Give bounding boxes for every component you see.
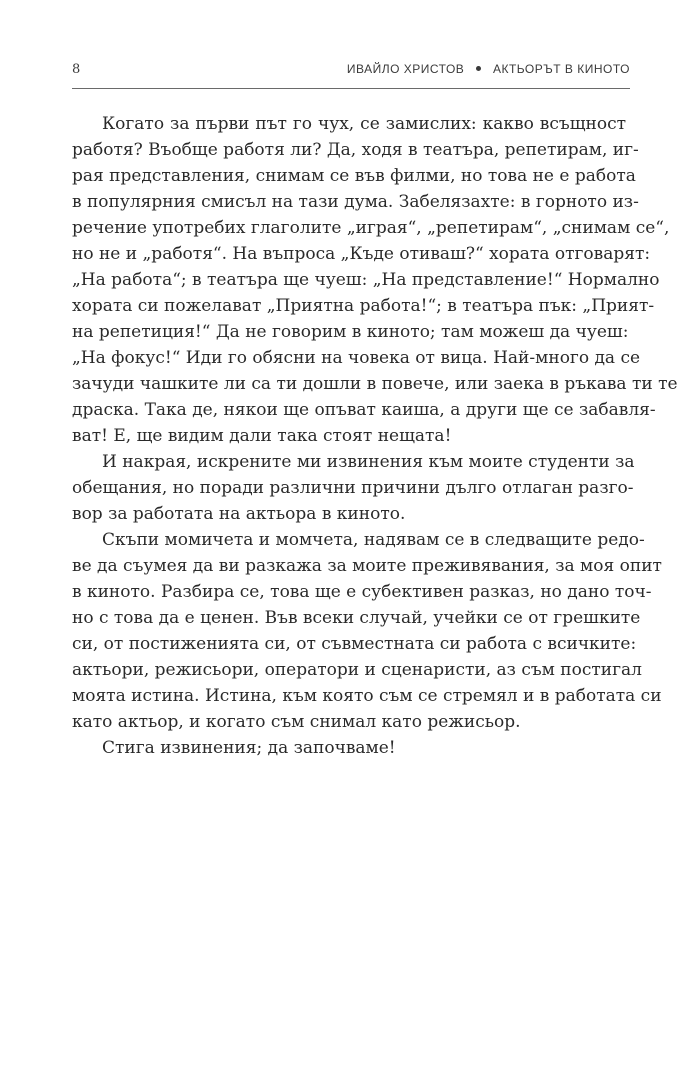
- header-title-group: [347, 62, 630, 76]
- text-line: в киното. Разбира се, това ще е субективен разказ, но дано точ-: [72, 582, 652, 602]
- body-text: [72, 111, 678, 761]
- page-number: 8: [72, 62, 81, 77]
- text-line: обещания, но поради различни причини дълго отлаган разго-: [72, 478, 634, 498]
- text-line: хората си пожелават „Приятна работа!“; в театъра пък: „Прият-: [72, 296, 655, 316]
- text-line: но с това да е ценен. Във всеки случай, учейки се от грешките: [72, 608, 641, 628]
- header-book-title: АКТЬОРЪТ В КИНОТО: [492, 62, 630, 76]
- paragraph-1: [72, 111, 678, 449]
- text-line: ве да съумея да ви разкажа за моите преживявания, за моя опит: [72, 556, 662, 576]
- text-line: речение употребих глаголите „играя“, „репетирам“, „снимам се“,: [72, 218, 670, 238]
- text-line: „На работа“; в театъра ще чуеш: „На представление!“ Нормално: [72, 270, 660, 290]
- text-line: зачуди чашките ли са ти дошли в повече, или заека в ръкава ти те: [72, 374, 678, 394]
- text-line: работя? Въобще работя ли? Да, ходя в театъра, репетирам, иг-: [72, 140, 639, 160]
- text-line: ват! Е, ще видим дали така стоят нещата!: [72, 426, 452, 446]
- text-line: в популярния смисъл на тази дума. Забелязахте: в горното из-: [72, 192, 639, 212]
- text-line: вор за работата на актьора в киното.: [72, 504, 406, 524]
- bullet-separator-icon: [476, 66, 481, 71]
- paragraph-3: [72, 527, 662, 735]
- text-line: „На фокус!“ Иди го обясни на човека от вица. Най-много да се: [72, 348, 641, 368]
- header-author: ИВАЙЛО ХРИСТОВ: [346, 62, 465, 76]
- header-divider: [72, 88, 630, 89]
- text-line: Скъпи момичета и момчета, надявам се в следващите редо-: [102, 530, 645, 550]
- text-line: но не и „работя“. На въпроса „Къде отиваш?“ хората отговарят:: [72, 244, 651, 264]
- text-line: рая представления, снимам се във филми, но това не е работа: [72, 166, 636, 186]
- text-line: моята истина. Истина, към която съм се стремял и в работата си: [72, 686, 662, 706]
- text-line: Когато за първи път го чух, се замислих: какво всъщност: [102, 114, 626, 134]
- text-line: драска. Така де, някои ще опъват каиша, а други ще се забавля-: [72, 400, 656, 420]
- text-line: Стига извинения; да започваме!: [102, 738, 396, 758]
- running-header: [72, 62, 630, 84]
- text-line: актьори, режисьори, оператори и сценаристи, аз съм постигал: [72, 660, 642, 680]
- paragraph-4: [72, 735, 626, 761]
- text-line: И накрая, искрените ми извинения към моите студенти за: [102, 452, 635, 472]
- text-line: си, от постиженията си, от съвместната си работа с всичките:: [72, 634, 637, 654]
- text-line: като актьор, и когато съм снимал като режисьор.: [72, 712, 521, 732]
- paragraph-2: [72, 449, 635, 527]
- text-line: на репетиция!“ Да не говорим в киното; там можеш да чуеш:: [72, 322, 629, 342]
